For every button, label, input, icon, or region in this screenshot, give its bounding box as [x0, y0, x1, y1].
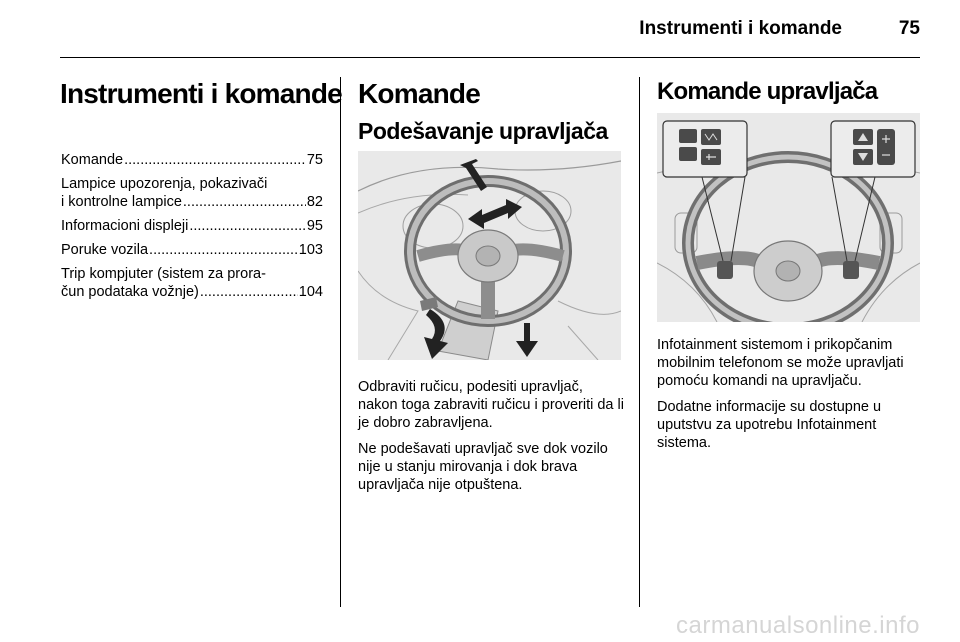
paragraph: Ne podešavati upravljač sve dok vozilo nije u stanju mirovanja i dok brava upravljača nije otpuštena. [358, 441, 608, 493]
toc-leader-dots [149, 241, 298, 259]
toc-entry-title: i kontrolne lampice [61, 194, 182, 210]
paragraph: Odbraviti ručicu, podesiti upravljač, nakon toga zabraviti ručicu i proveriti da li je dobro zabravljena. [358, 379, 624, 431]
toc-entry[interactable] [61, 265, 323, 301]
toc-entry[interactable] [61, 151, 323, 169]
arrow-down-right-icon [516, 323, 538, 357]
toc-entry-title: Komande [61, 152, 124, 168]
column-divider-2 [639, 77, 640, 607]
header-rule [60, 57, 920, 58]
watermark: carmanualsonline.info [676, 612, 920, 639]
paragraph: Dodatne informacije su dostupne u uputstvu za upotrebu Infotainment sistema. [657, 399, 882, 451]
toc-leader-dots [200, 283, 298, 301]
toc-entry-text: Trip kompjuter (sistem za prora- [61, 266, 266, 282]
toc-entry-title: Poruke vozila [61, 242, 149, 258]
chapter-heading: Instrumenti i komande [60, 78, 342, 109]
steering-controls-text [657, 336, 923, 460]
column-divider-1 [340, 77, 341, 607]
toc-entry-line [61, 241, 323, 259]
toc-entry-text: Lampice upozorenja, pokazivači [61, 176, 268, 192]
toc-page-number: 103 [298, 242, 323, 258]
toc-entry[interactable] [61, 241, 323, 259]
toc-leader-dots [124, 151, 306, 169]
subheading-steering-adjustment: Podešavanje upravljača [358, 118, 608, 144]
toc-entry-line [61, 193, 323, 211]
section-heading-komande: Komande [358, 78, 480, 109]
steering-adjustment-text [358, 378, 626, 502]
table-of-contents [61, 151, 323, 307]
toc-entry[interactable] [61, 175, 323, 211]
toc-entry-line [61, 217, 323, 235]
toc-page-number: 104 [298, 284, 323, 300]
running-header-title: Instrumenti i komande [639, 18, 842, 39]
section-heading-steering-controls: Komande upravljača [657, 78, 878, 105]
arrow-double-horizontal-icon [468, 199, 522, 229]
page-number: 75 [898, 18, 920, 39]
toc-leader-dots [189, 217, 306, 235]
toc-entry[interactable] [61, 217, 323, 235]
toc-page-number: 75 [306, 152, 323, 168]
toc-entry-title: Informacioni displeji [61, 218, 189, 234]
toc-entry-line [61, 151, 323, 169]
paragraph: Infotainment sistemom i prikopčanim mobilnim telefonom se može upravljati pomoću komandi na upravljaču. [657, 337, 904, 389]
toc-entry-line [61, 283, 323, 301]
steering-adjustment-illustration [358, 151, 621, 360]
steering-controls-illustration [657, 113, 920, 322]
toc-entry-title: čun podataka vožnje) [61, 284, 199, 300]
toc-page-number: 82 [306, 194, 323, 210]
toc-leader-dots [183, 193, 306, 211]
toc-page-number: 95 [306, 218, 323, 234]
